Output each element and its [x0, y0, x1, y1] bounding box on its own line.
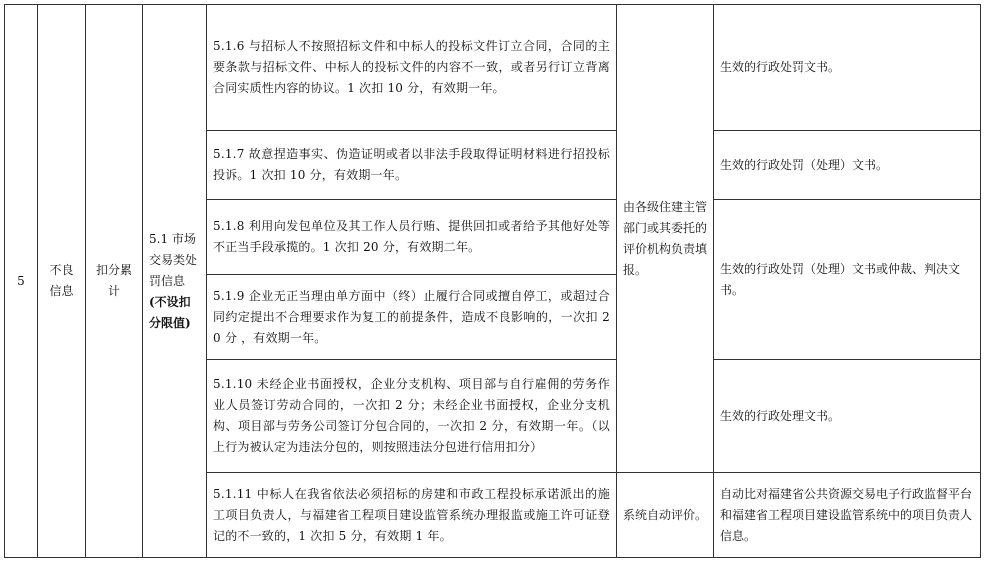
item-cell [143, 5, 207, 558]
credit-evaluation-table [4, 4, 981, 558]
basis-5-1-6: 生效的行政处罚文书。 [714, 5, 981, 131]
basis-5-1-10: 生效的行政处理文书。 [714, 360, 981, 473]
basis-5-1-11: 自动比对福建省公共资源交易电子行政监督平台和福建省工程项目建设监管系统中的项目负责人信息。 [714, 473, 981, 558]
basis-5-1-7: 生效的行政处罚（处理）文书。 [714, 131, 981, 200]
row-number: 5 [5, 5, 38, 558]
clause-5-1-6: 5.1.6 与招标人不按照招标文件和中标人的投标文件订立合同，合同的主要条款与招标文件、中标人的投标文件的内容不一致，或者另行订立背离合同实质性内容的协议。1 次扣 10 分，有效期一年。 [207, 5, 617, 131]
clause-5-1-11: 5.1.11 中标人在我省依法必须招标的房建和市政工程投标承诺派出的施工项目负责人，与福建省工程项目建设监管系统办理报监或施工许可证登记的不一致的，1 次扣 5 分，有效期 1 年。 [207, 473, 617, 558]
clause-5-1-10: 5.1.10 未经企业书面授权，企业分支机构、项目部与自行雇佣的劳务作业人员签订劳动合同的，一次扣 2 分；未经企业书面授权，企业分支机构、项目部与劳务公司签订分包合同的，一次扣 2 分，有效期一年。（以上行为被认定为违法分包的，则按照违法分包进行信用扣分） [207, 360, 617, 473]
clause-5-1-8: 5.1.8 利用向发包单位及其工作人员行贿、提供回扣或者给予其他好处等不正当手段承揽的。1 次扣 20 分，有效期二年。 [207, 200, 617, 275]
basis-5-1-8-9: 生效的行政处罚（处理）文书或仲裁、判决文书。 [714, 200, 981, 360]
clause-5-1-7: 5.1.7 故意捏造事实、伪造证明或者以非法手段取得证明材料进行招投标投诉。1 次扣 10 分，有效期一年。 [207, 131, 617, 200]
responsible-dept: 由各级住建主管部门或其委托的评价机构负责填报。 [617, 5, 714, 473]
item-note: (不设扣分限值) [149, 294, 191, 330]
clause-5-1-9: 5.1.9 企业无正当理由单方面中（终）止履行合同或擅自停工，或超过合同约定提出不合理要求作为复工的前提条件，造成不良影响的，一次扣 20 分 ，有效期一年。 [207, 275, 617, 360]
method-cell: 扣分累计 [86, 5, 143, 558]
auto-evaluation: 系统自动评价。 [617, 473, 714, 558]
table-row [5, 5, 981, 131]
category-cell: 不良信息 [38, 5, 86, 558]
item-title: 5.1 市场交易类处罚信息 [149, 231, 198, 288]
